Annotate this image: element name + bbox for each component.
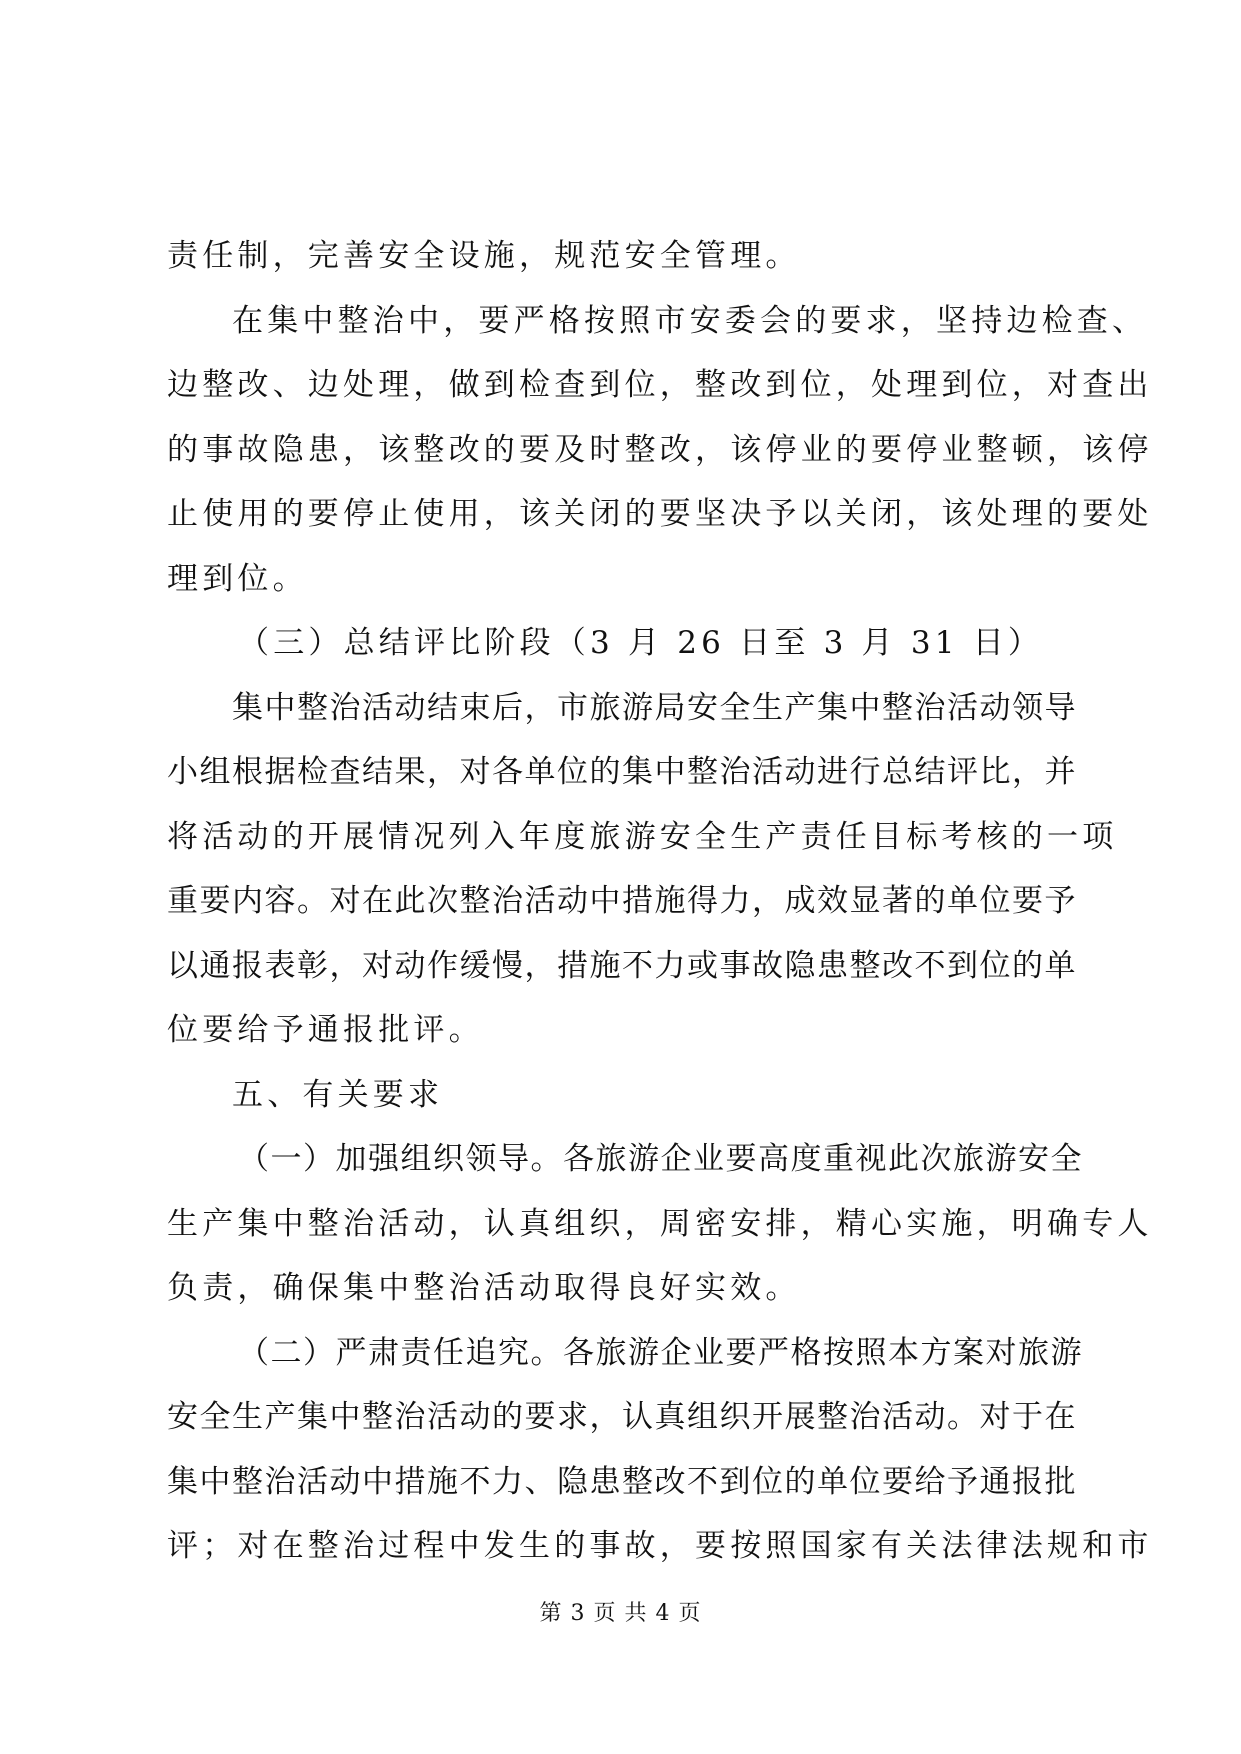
section-heading: （二）严肃责任追究。各旅游企业要严格按照本方案对旅游 [238,1335,1083,1371]
text-line: 在集中整治中，要严格按照市安委会的要求，坚持边检查、 [232,303,1148,339]
text-line: 安全生产集中整治活动的要求，认真组织开展整治活动。对于在 [167,1399,1077,1435]
text-line: 理到位。 [167,561,308,597]
text-line: 的事故隐患，该整改的要及时整改，该停业的要停业整顿，该停 [167,432,1153,468]
text-line: 生产集中整治活动，认真组织，周密安排，精心实施，明确专人 [167,1206,1153,1242]
text-line: 小组根据检查结果，对各单位的集中整治活动进行总结评比，并 [167,754,1077,790]
section-heading: （三）总结评比阶段（3 月 26 日至 3 月 31 日） [238,625,1044,661]
text-line: 评；对在整治过程中发生的事故，要按照国家有关法律法规和市 [167,1528,1153,1564]
text-line: 位要给予通报批评。 [167,1012,484,1048]
text-line: 责任制，完善安全设施，规范安全管理。 [167,238,801,274]
text-line: 以通报表彰，对动作缓慢，措施不力或事故隐患整改不到位的单 [167,948,1077,984]
text-line: 止使用的要停止使用，该关闭的要坚决予以关闭，该处理的要处 [167,496,1153,532]
section-heading: （一）加强组织领导。各旅游企业要高度重视此次旅游安全 [238,1141,1083,1177]
text-line: 集中整治活动中措施不力、隐患整改不到位的单位要给予通报批 [167,1464,1077,1500]
text-line: 负责，确保集中整治活动取得良好实效。 [167,1270,801,1306]
section-heading: 五、有关要求 [232,1077,444,1113]
page-footer: 第 3 页 共 4 页 [539,1601,702,1626]
text-line: 边整改、边处理，做到检查到位，整改到位，处理到位，对查出 [167,367,1153,403]
text-line: 重要内容。对在此次整治活动中措施得力，成效显著的单位要予 [167,883,1077,919]
text-line: 集中整治活动结束后，市旅游局安全生产集中整治活动领导 [232,690,1077,726]
text-line: 将活动的开展情况列入年度旅游安全生产责任目标考核的一项 [167,819,1118,855]
